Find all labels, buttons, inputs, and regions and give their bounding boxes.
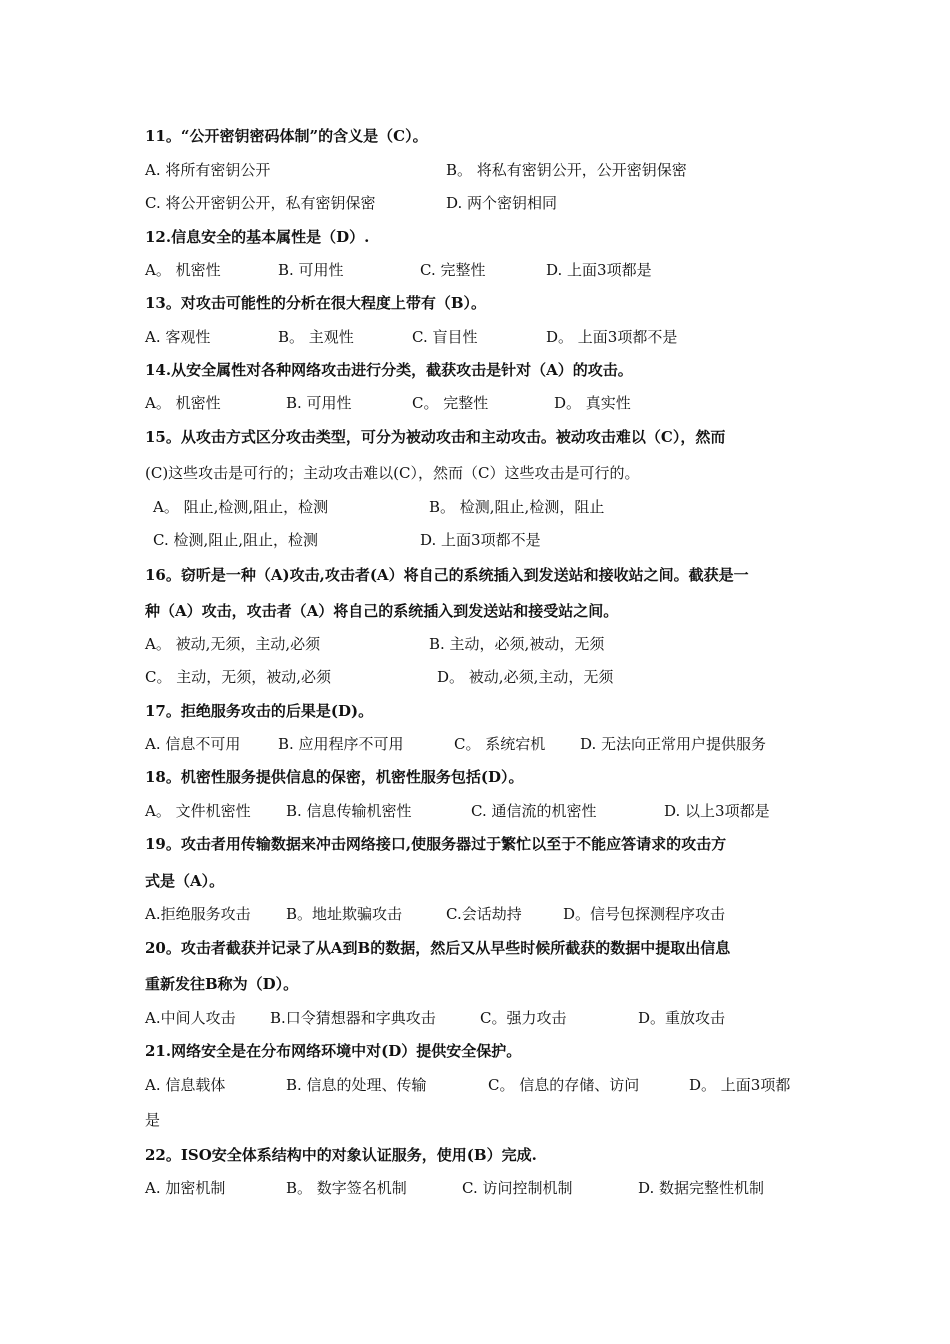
option-c: C. 盲目性 — [412, 328, 478, 346]
question-stem: 22。ISO安全体系结构中的对象认证服务，使用(B）完成. — [145, 1146, 537, 1164]
option-c: C. 完整性 — [420, 261, 486, 279]
question-stem: 11。“公开密钥密码体制”的含义是（C）。 — [145, 127, 428, 145]
option-a: A. 信息不可用 — [145, 735, 241, 753]
question-stem: 13。对攻击可能性的分析在很大程度上带有（B）。 — [145, 294, 487, 312]
option-c: C。 主动，无须，被动,必须 — [145, 668, 332, 686]
option-c: C. 将公开密钥公开，私有密钥保密 — [145, 194, 376, 212]
option-a: A. 客观性 — [145, 328, 211, 346]
option-b: B。 数字签名机制 — [286, 1179, 407, 1197]
option-c: C. 检测,阻止,阻止，检测 — [153, 531, 319, 549]
option-d: D. 两个密钥相同 — [446, 194, 558, 212]
question-stem-continued: (C)这些攻击是可行的；主动攻击难以(C），然而（C）这些攻击是可行的。 — [145, 464, 640, 482]
option-b: B。 将私有密钥公开，公开密钥保密 — [446, 161, 687, 179]
option-c: C。 信息的存储、访问 — [488, 1076, 640, 1094]
option-b: B.口令猜想器和字典攻击 — [270, 1009, 436, 1027]
option-c: C。 完整性 — [412, 394, 489, 412]
option-d: D。 真实性 — [554, 394, 631, 412]
option-b: B. 可用性 — [286, 394, 352, 412]
option-a: A。 机密性 — [145, 394, 221, 412]
option-b: B. 可用性 — [278, 261, 344, 279]
question-stem: 19。攻击者用传输数据来冲击网络接口,使服务器过于繁忙以至于不能应答请求的攻击方 — [145, 835, 727, 853]
option-c: C. 通信流的机密性 — [471, 802, 597, 820]
option-a: A.中间人攻击 — [145, 1009, 236, 1027]
option-b: B. 信息的处理、传输 — [286, 1076, 427, 1094]
question-stem-continued: 重新发往B称为（D）。 — [145, 975, 299, 993]
option-c: C. 访问控制机制 — [462, 1179, 573, 1197]
question-stem: 20。攻击者截获并记录了从A到B的数据，然后又从早些时候所截获的数据中提取出信息 — [145, 939, 731, 957]
option-d: D. 无法向正常用户提供服务 — [580, 735, 767, 753]
question-stem-continued: 式是（A）。 — [145, 872, 225, 890]
option-c: C。 系统宕机 — [454, 735, 546, 753]
option-a: A. 加密机制 — [145, 1179, 226, 1197]
option-d: D。信号包探测程序攻击 — [563, 905, 726, 923]
question-stem: 12.信息安全的基本属性是（D）. — [145, 228, 370, 246]
option-d: D。 上面3项都不是 — [546, 328, 678, 346]
option-b: B。 主观性 — [278, 328, 354, 346]
question-stem: 18。机密性服务提供信息的保密，机密性服务包括(D）。 — [145, 768, 524, 786]
question-stem: 15。从攻击方式区分攻击类型，可分为被动攻击和主动攻击。被动攻击难以（C），然而 — [145, 428, 726, 446]
option-d: D. 上面3项都是 — [546, 261, 652, 279]
option-b: B. 应用程序不可用 — [278, 735, 404, 753]
option-a: A。 阻止,检测,阻止，检测 — [153, 498, 329, 516]
option-a: A。 机密性 — [145, 261, 221, 279]
option-d: D。重放攻击 — [638, 1009, 726, 1027]
option-a: A.拒绝服务攻击 — [145, 905, 251, 923]
option-b: B. 信息传输机密性 — [286, 802, 412, 820]
option-a: A。 文件机密性 — [145, 802, 251, 820]
option-d: D. 数据完整性机制 — [638, 1179, 765, 1197]
question-stem: 21.网络安全是在分布网络环境中对(D）提供安全保护。 — [145, 1042, 522, 1060]
option-c: C。强力攻击 — [480, 1009, 567, 1027]
option-d: D. 以上3项都是 — [664, 802, 770, 820]
option-b: B。 检测,阻止,检测，阻止 — [429, 498, 605, 516]
option-c: C.会话劫持 — [446, 905, 522, 923]
option-d: D。 被动,必须,主动，无须 — [437, 668, 614, 686]
question-stem: 16。窃听是一种（A)攻击,攻击者(A）将自己的系统插入到发送站和接收站之间。截获是一 — [145, 566, 749, 584]
question-stem: 14.从安全属性对各种网络攻击进行分类，截获攻击是针对（A）的攻击。 — [145, 361, 633, 379]
option-d-continued: 是 — [145, 1111, 161, 1129]
option-b: B。地址欺骗攻击 — [286, 905, 403, 923]
question-stem-continued: 种（A）攻击，攻击者（A）将自己的系统插入到发送站和接受站之间。 — [145, 602, 619, 620]
option-d: D。 上面3项都 — [689, 1076, 791, 1094]
option-d: D. 上面3项都不是 — [420, 531, 541, 549]
option-a: A。 被动,无须，主动,必须 — [145, 635, 321, 653]
option-a: A. 将所有密钥公开 — [145, 161, 271, 179]
option-a: A. 信息载体 — [145, 1076, 226, 1094]
question-stem: 17。拒绝服务攻击的后果是(D)。 — [145, 702, 374, 720]
option-b: B. 主动，必须,被动，无须 — [429, 635, 605, 653]
